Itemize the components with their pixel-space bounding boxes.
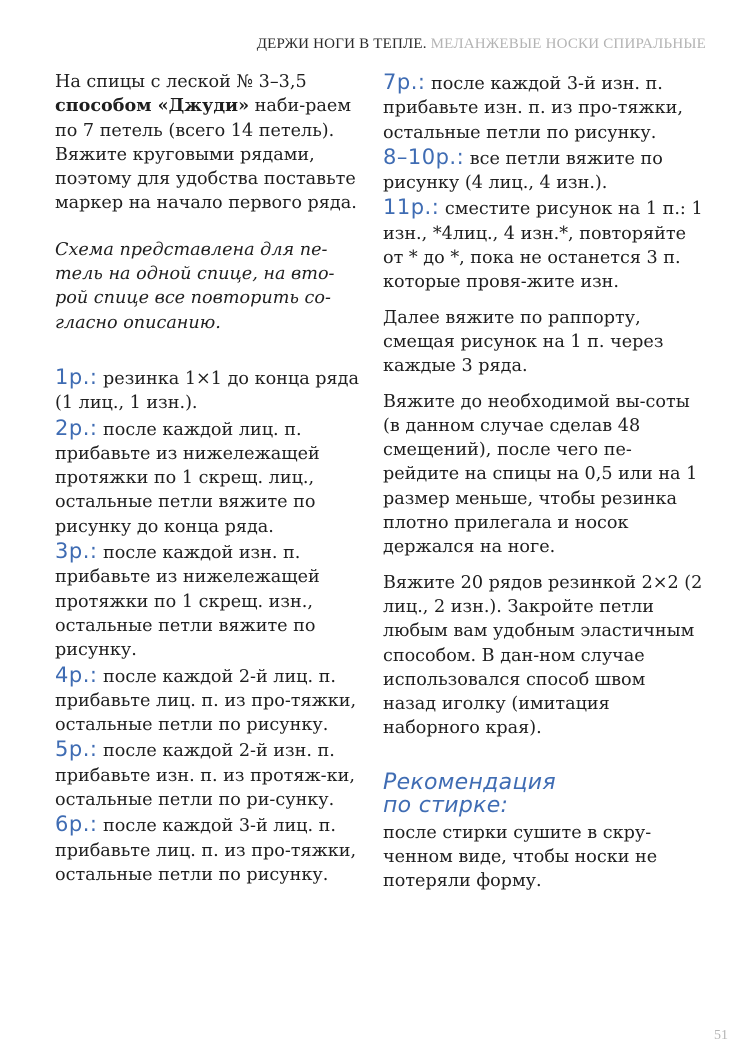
row-4-label: 4р.: <box>55 662 98 687</box>
rapport-paragraph: Далее вяжите по раппорту, смещая рисунок на 1 п. через каждые 3 ряда. <box>383 307 664 377</box>
row-4-text: после каждой 2-й лиц. п. прибавьте лиц. п. из про-тяжки, остальные петли по рисунку. <box>55 666 357 736</box>
header-section: ДЕРЖИ НОГИ В ТЕПЛЕ. <box>256 36 427 52</box>
row-4-instruction <box>55 663 360 738</box>
row-11-text: сместите рисунок на 1 п.: 1 изн., *4лиц., 4 изн.*, повторяйте от * до *, пока не останется 3 п. которые провя-жите изн. <box>383 199 703 293</box>
row-8-10-text: все петли вяжите по рисунку (4 лиц., 4 изн.). <box>383 148 663 194</box>
washing-section <box>383 771 703 894</box>
running-header <box>257 36 706 53</box>
row-3-instruction <box>55 539 360 662</box>
row-8-10-label: 8–10р.: <box>383 144 465 169</box>
washing-text: после стирки сушите в скру-ченном виде, чтобы носки не потеряли форму. <box>383 822 658 892</box>
row-2-label: 2р.: <box>55 415 98 440</box>
intro-method-bold: способом «Джуди» <box>55 95 250 117</box>
left-column <box>55 70 360 887</box>
intro-text-start: На спицы с леской № 3–3,5 <box>55 72 307 92</box>
row-11-label: 11р.: <box>383 195 440 220</box>
scheme-note: Схема представлена для пе-тель на одной спице, на вто-рой спице все повторить со-гласно описанию. <box>55 239 335 333</box>
row-1-instruction <box>55 365 360 416</box>
row-5-label: 5р.: <box>55 737 98 762</box>
row-2-instruction <box>55 416 360 539</box>
row-1-text: резинка 1×1 до конца ряда (1 лиц., 1 изн.). <box>55 368 359 414</box>
row-8-10-instruction <box>383 145 703 196</box>
washing-title-line1: Рекомендация <box>383 769 556 795</box>
row-11-instruction <box>383 195 703 294</box>
row-7-label: 7р.: <box>383 70 426 94</box>
row-6-instruction <box>55 812 360 887</box>
row-6-text: после каждой 3-й лиц. п. прибавьте лиц. п. из про-тяжки, остальные петли по рисунку. <box>55 816 357 885</box>
row-5-text: после каждой 2-й изн. п. прибавьте изн. п. из протяж-ки, остальные петли по ри-сунку. <box>55 741 355 811</box>
row-7-text: после каждой 3-й изн. п. прибавьте изн. п. из про-тяжки, остальные петли по рисунку. <box>383 74 683 143</box>
height-paragraph: Вяжите до необходимой вы-соты (в данном случае сделав 48 смещений), после чего пе-рейдите на спицы на 0,5 или на 1 размер меньше, чтобы резинка плотно прилегала и носок держался на ноге. <box>383 391 698 558</box>
row-1-label: 1р.: <box>55 364 98 389</box>
row-5-instruction <box>55 737 360 812</box>
washing-title-line2: по стирке: <box>383 792 509 818</box>
row-6-label: 6р.: <box>55 812 98 837</box>
intro-text-end: наби-раем по 7 петель (всего 14 петель). Вяжите круговыми рядами, поэтому для удобства поставьте маркер на начало первого ряда. <box>55 96 357 214</box>
row-2-text: после каждой лиц. п. прибавьте из нижележащей протяжки по 1 скрещ. лиц., остальные петли вяжите по рисунку до конца ряда. <box>55 419 320 537</box>
row-3-label: 3р.: <box>55 539 98 564</box>
row-3-text: после каждой изн. п. прибавьте из нижележащей протяжки по 1 скрещ. изн., остальные петли вяжите по рисунку. <box>55 543 320 661</box>
header-title: МЕЛАНЖЕВЫЕ НОСКИ СПИРАЛЬНЫЕ <box>430 36 706 52</box>
right-column <box>383 70 703 894</box>
intro-paragraph <box>55 70 360 216</box>
page-number: 51 <box>714 1028 728 1043</box>
row-7-instruction <box>383 70 703 145</box>
finishing-paragraph: Вяжите 20 рядов резинкой 2×2 (2 лиц., 2 изн.). Закройте петли любым вам удобным эластичным способом. В дан-ном случае использовался способ швом назад иголку (имитация наборного края). <box>383 572 703 739</box>
